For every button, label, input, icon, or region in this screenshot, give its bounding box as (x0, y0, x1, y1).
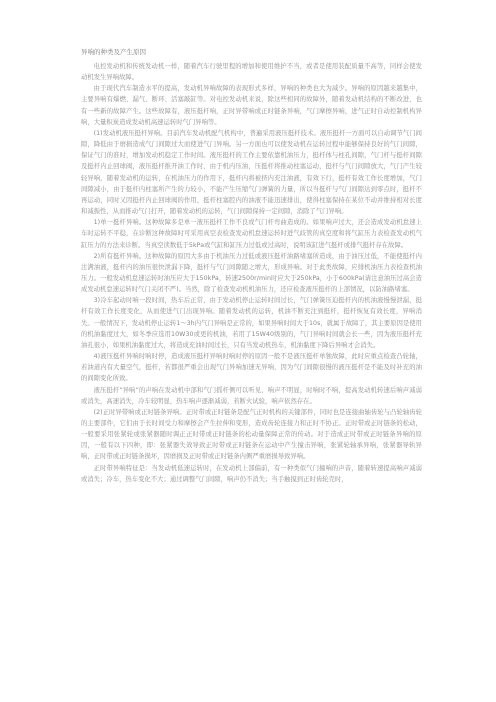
paragraph-types: 由于现代汽车制造水平的提高，发动机异响故障的表现形式多样，异响的种类也大为减少。异响的原因越来越集中，主要异响有爆燃、漏气、断环、活塞敲缸等。对电控发动机来说，除这些相同的故障外，随着发动机结构的不断改进，也有一些新的故障产生。这些故障有，液压挺杆响，正时异带响或正时链条异响，气门摩擦异响，进气正时自动控制机构异响，大量积炭造成发动机高速运转时气门异响等。 (81, 85, 422, 126)
paragraph-timing-belt-symptoms: 正时带异响特征是：当发动机低速运转时，在发动机上部偏前，有一种类似气门撞响的声音，随着转速提高响声减弱或消失；冷车，热车变化不大；通过调整气门间隙，响声仍不消失；当手触摸到正时齿轮壳时， (81, 464, 422, 483)
paragraph-timing-belt: (2)正时异带响或正时链条异响。正时带或正时链条是配气正时机构的关键部件，同时也是连接曲轴齿轮与凸轮轴齿轮的主要部件，它们由于长时间受力和摩擦会产生拉伸和变形，造成齿轮连接力和正时不协正。正时带或正时链条的松动，一般要采用张紧轮或张紧器随时调正正时带或正时链条的松动量保障正常的传动。对于造成正时带或正时链条异响的原因，一般有以下四种，即：张紧器失效导致正时带或正时链条在运动中产生撞击异响，张紧轮轴承异响，张紧器导轨异响，正时带或正时链条损坏，因磨损及正时带或正时链条内侧严重磨损导致异响。 (81, 408, 422, 461)
paragraph-intro: 电控发动机和传统发动机一样，随着汽车行驶里程的增加和使用维护不当，或者是使用装配质量不高等，同样会使发动机发生异响故障。 (81, 63, 422, 82)
paragraph-single-lifter: 1)单一挺杆异响。这种故障多是单一液压挺杆工作不良或气门杆弯曲造成的。如果响声过大，还会造成发动机怠速上车时运转不平稳，在诊断这种故障时可采用真空表检查发动机怠速运转时进气歧管的真空度和将气缸压力表检查发动机气缸压力的方法来诊断。当真空读数低于5kPa或气缸和缸压力过低或过高时，说明该缸进气挺杆或排气挺杆存在故障。 (81, 219, 422, 249)
paragraph-intermittent: 4)液压挺杆异响时响时停，造成液压挺杆异响时响时停的原因一般不是液压挺杆单独故障，此时应重点检查凸轮轴，若油道内有大量空气，挺杆，若都很严重会出现气门异响加速无异响，因为气门间隙很慢的液压挺杆是不能及时补充的油的间隙变化所致。 (81, 353, 422, 383)
paragraph-all-lifters: 2)所有挺杆异响。这种故障的原因大多由于机油压力过低或液压挺杆油路堵塞所造成，由于油压过低，不能使挺杆内注满油液，挺杆内的油压很快泄漏下降，挺杆与气门间隙随之增大，形成异响。对于此类故障，应排机油压力表检查机油压力。一般发动机怠速运转时油压应大于150kPa，转速2500r/min时应大于250kPa，小于600kPa(请注意油压过高会造成发动机怠速运转时气门关闭不严)。当然，除了检查发动机机油压力，还应检查液压挺杆的上部情况，以防油路堵塞。 (81, 252, 422, 294)
paragraph-hydraulic-lifter: (1)发动机液压挺杆异响。目前汽车发动机配气机构中，普遍采用液压挺杆技术。液压挺杆一方面可以自动调节气门间隙，降低由于磨损造成气门间隙过大而使进气门异响。另一方面也可以使发动机在运转过程中能够保持良好的气门间隙，保证气门的准时，增加发动机稳定工作时间。液压挺杆的工作主要依靠机油压力，挺杆体与柱孔间隙，气门杆与挺杆间隙及挺杆内止回球阀，液压挺杆推开油工作时，由于机内压油，压挺杆将推动柱塞运动，挺杆与气门间隙放大，气门产生较轻异响，随着发动机的运转，在机油压力的作用下，挺杆内将被挤内充注油液，有效下行，挺杆有效工作长度增加，气门间隙减小，由于挺杆内柱塞所产生的力较小，不能产生压缩气门弹簧的力量，所以当挺杆与气门间隙达到零点时，挺杆不再运动，同时又因挺杆内止回球阀的作用，挺杆柱塞腔内的油液不能迅速排出，使得柱塞保持在某位不动并维持相对长度和减振性，从而推动气门打开，随着发动机的运转，气门间隙保持一定间隙，消除了气门异响。 (81, 129, 422, 216)
document-title: 异响的种类及产生原因 (81, 48, 146, 56)
document-body (81, 61, 422, 485)
paragraph-cold-start: 3)冷车起动时响一段时间，热车后正常，由于发动机停止运转时间过长，气门弹簧压迫挺杆内的机油液慢慢泄漏，挺杆有效工作长度变化，从而使进气门出现异响。随着发动机的运转，机油不断充注到挺杆，挺杆恢复有效长度，异响消失。一般情况下，发动机停止运转1～3h内气门异响是正常的，如果异响时间大于10s，就属于故障了，其主要原因是使用的机油黏度过大，如冬季应选用10W30或更的机油，若用了15W40级别的，气门异响时间就会长一些，因为液压挺杆充油孔很小，如果机油黏度过大，将造成充油时间过长，只有当发动机热车，机油黏度下降后异响才会消失。 (81, 297, 422, 349)
paragraph-lifter-symptoms: 液压挺杆“异响”的声响在发动机中部和气门摇杆侧可以听见，响声不明显，时响时不响，提高发动机转速后响声减弱或消失，高速消失，冷车较明显，热车响声逐渐减弱，若断火试验，响声依然存在。 (81, 386, 422, 405)
